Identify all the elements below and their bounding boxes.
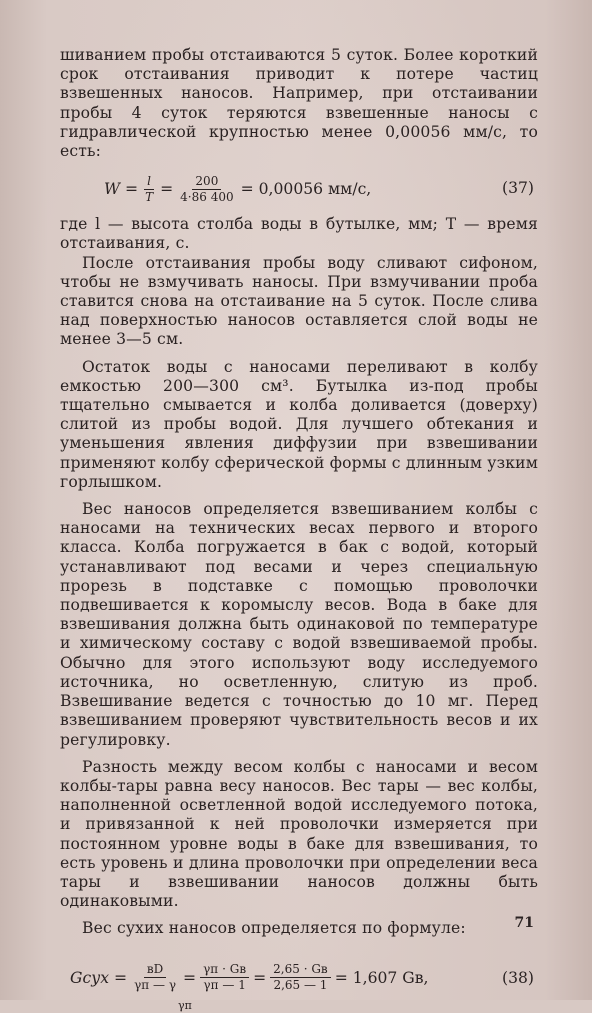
formula-37-f2-numerator: 200	[192, 174, 221, 190]
formula-38-f3-denominator: 2,65 — 1	[273, 978, 328, 993]
formula-37-lhs: W =	[104, 180, 139, 199]
paragraph-2: где l — высота столба воды в бутылке, мм; T — время отстаивания, с.	[60, 215, 538, 253]
formula-37-equals: =	[160, 180, 174, 199]
formula-38-f3-numerator: 2,65 · Gв	[270, 962, 331, 978]
formula-38-f2-numerator: γп · Gв	[200, 962, 249, 978]
paragraph-4: Остаток воды с наносами переливают в колбу емкостью 200—300 см³. Бутылка из-под пробы тщательно смывается и колба доливается (доверху) слитой из пробы водой. Для лучшего обтекания и уменьшения явления диффузии при взвешивании применяют колбу сферической формы с длинным узким горлышком.	[60, 357, 538, 491]
formula-38-result: = 1,607 Gв,	[334, 968, 429, 987]
formula-38-fraction-1	[131, 962, 179, 993]
formula-37-number: (37)	[501, 179, 534, 198]
formula-38	[60, 955, 538, 1013]
paragraph-7: Вес сухих наносов определяется по формуле:	[82, 919, 466, 938]
formula-37-f2-denominator: 4·86 400	[180, 189, 234, 204]
formula-38-equals-1: =	[183, 968, 197, 987]
formula-38-f2-denominator: γп — 1	[203, 978, 246, 993]
paragraph-6: Разность между весом колбы с наносами и весом колбы-тары равна весу наносов. Вес тары — вес колбы, наполненной осветленной водой исследуемого потока, и привязанной к ней проволочки измеряется при постоянном уровне воды в баке для взвешивания, то есть уровень и длина проволочки при определении веса тары и взвешивании наносов должны быть одинаковыми.	[60, 757, 538, 911]
formula-38-f1-denominator: γп — γ	[134, 978, 177, 993]
paragraph-1: шиванием пробы отстаиваются 5 суток. Более короткий срок отстаивания приводит к потере частиц взвешенных наносов. Например, при отстаивании пробы 4 суток теряются взвешенные наносы с гидравлической крупностью менее 0,00056 мм/с, то есть:	[60, 46, 538, 161]
paragraph-3: После отстаивания пробы воду сливают сифоном, чтобы не взмучивать наносы. При взмучивании проба ставится снова на отстаивание на 5 суток. После слива над поверхностью наносов оставляется слой воды не менее 3—5 см.	[60, 253, 538, 349]
formula-38-fraction-3	[270, 962, 331, 993]
formula-38-equals-2: =	[253, 968, 267, 987]
formula-38-body	[70, 955, 429, 1001]
formula-38-fraction-2	[200, 962, 249, 993]
formula-38-f1-subdenominator: γп	[178, 998, 192, 1012]
formula-37	[60, 167, 538, 211]
formula-37-f1-denominator: T	[145, 189, 154, 204]
formula-37-body	[104, 167, 371, 211]
formula-37-fraction-2	[177, 174, 236, 205]
formula-38-f1-numerator: вD	[144, 962, 166, 978]
formula-37-f1-numerator: l	[144, 174, 154, 190]
page-number: 71	[514, 915, 534, 931]
formula-37-fraction-1	[142, 174, 156, 205]
formula-38-number: (38)	[501, 968, 534, 987]
formula-38-lhs: Gсух =	[70, 968, 128, 987]
paragraph-5: Вес наносов определяется взвешиванием колбы с наносами на технических весах первого и второго класса. Колба погружается в бак с водой, который устанавливают под весами и через специальную прорезь в подставке с помощью проволочки подвешивается к коромыслу весов. Вода в баке для взвешивания должна быть одинаковой по температуре и химическому составу с водой взвешиваемой пробы. Обычно для этого используют воду исследуемого источника, но осветленную, слитую из проб. Взвешивание ведется с точностью до 10 мг. Перед взвешиванием проверяют чувствительность весов и их регулировку.	[60, 500, 538, 749]
formula-37-result: = 0,00056 мм/с,	[240, 180, 372, 199]
